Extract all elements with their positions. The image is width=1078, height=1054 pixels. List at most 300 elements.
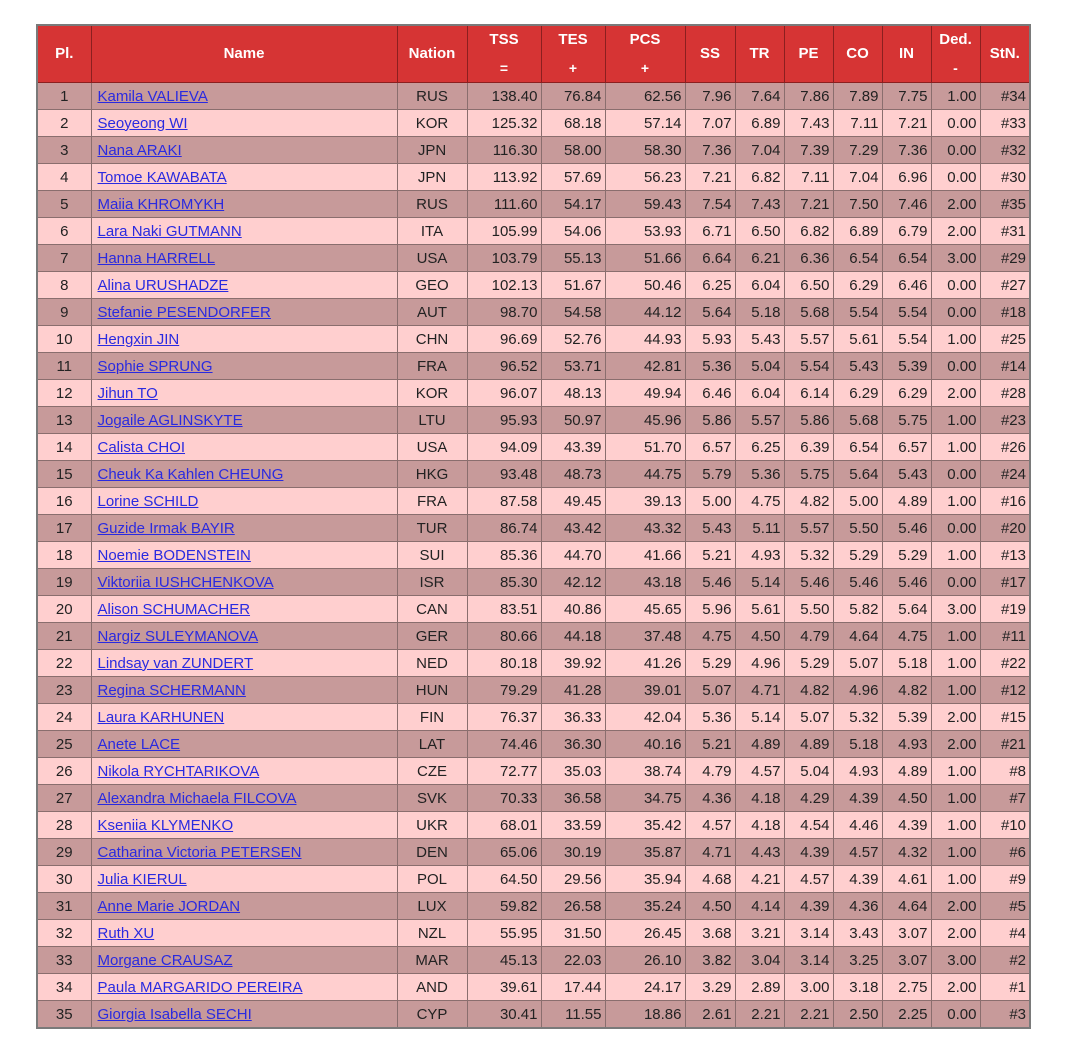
cell-skater-name xyxy=(91,677,397,704)
skater-name-link[interactable]: Laura KARHUNEN xyxy=(97,708,225,726)
cell-nation: CZE xyxy=(397,758,467,785)
cell-tss: 125.32 xyxy=(467,110,541,137)
cell-ss: 6.71 xyxy=(685,218,735,245)
cell-nation: KOR xyxy=(397,380,467,407)
table-row xyxy=(37,272,1030,299)
cell-tss: 111.60 xyxy=(467,191,541,218)
cell-tss: 102.13 xyxy=(467,272,541,299)
cell-tes: 31.50 xyxy=(541,920,605,947)
skater-name-link[interactable]: Jogaile AGLINSKYTE xyxy=(97,411,243,429)
table-row xyxy=(37,245,1030,272)
cell-tes: 48.13 xyxy=(541,380,605,407)
table-row xyxy=(37,299,1030,326)
cell-pe: 7.21 xyxy=(784,191,833,218)
cell-pcs: 34.75 xyxy=(605,785,685,812)
cell-deductions: 2.00 xyxy=(931,380,980,407)
cell-pcs: 59.43 xyxy=(605,191,685,218)
cell-ss: 3.68 xyxy=(685,920,735,947)
skater-name-link[interactable]: Guzide Irmak BAYIR xyxy=(97,519,235,537)
cell-place: 16 xyxy=(37,488,91,515)
skater-name-link[interactable]: Kseniia KLYMENKO xyxy=(97,816,234,834)
table-row xyxy=(37,866,1030,893)
skater-name-link[interactable]: Alison SCHUMACHER xyxy=(97,600,251,618)
cell-tes: 57.69 xyxy=(541,164,605,191)
cell-pe: 5.68 xyxy=(784,299,833,326)
cell-pe: 5.75 xyxy=(784,461,833,488)
skater-name-link[interactable]: Lorine SCHILD xyxy=(97,492,199,510)
cell-tr: 4.50 xyxy=(735,623,784,650)
cell-deductions: 0.00 xyxy=(931,164,980,191)
cell-place: 20 xyxy=(37,596,91,623)
header-tes-symbol: + xyxy=(568,60,578,76)
cell-in: 6.46 xyxy=(882,272,931,299)
cell-tes: 36.33 xyxy=(541,704,605,731)
skater-name-link[interactable]: Julia KIERUL xyxy=(97,870,187,888)
table-row xyxy=(37,380,1030,407)
cell-pe: 5.29 xyxy=(784,650,833,677)
cell-tr: 7.64 xyxy=(735,83,784,110)
skater-name-link[interactable]: Alexandra Michaela FILCOVA xyxy=(97,789,297,807)
cell-place: 21 xyxy=(37,623,91,650)
skater-name-link[interactable]: Catharina Victoria PETERSEN xyxy=(97,843,302,861)
cell-ss: 4.79 xyxy=(685,758,735,785)
cell-tr: 5.11 xyxy=(735,515,784,542)
cell-tr: 4.14 xyxy=(735,893,784,920)
header-tss-symbol: = xyxy=(499,60,509,76)
cell-tss: 116.30 xyxy=(467,137,541,164)
cell-deductions: 1.00 xyxy=(931,488,980,515)
skater-name-link[interactable]: Regina SCHERMANN xyxy=(97,681,246,699)
cell-pe: 7.43 xyxy=(784,110,833,137)
cell-tr: 5.04 xyxy=(735,353,784,380)
cell-ss: 5.43 xyxy=(685,515,735,542)
table-row xyxy=(37,974,1030,1001)
cell-tss: 74.46 xyxy=(467,731,541,758)
cell-in: 4.89 xyxy=(882,488,931,515)
cell-ss: 4.68 xyxy=(685,866,735,893)
cell-tss: 68.01 xyxy=(467,812,541,839)
cell-skater-name xyxy=(91,596,397,623)
skater-name-link[interactable]: Noemie BODENSTEIN xyxy=(97,546,251,564)
cell-nation: DEN xyxy=(397,839,467,866)
cell-in: 4.32 xyxy=(882,839,931,866)
cell-pcs: 18.86 xyxy=(605,1001,685,1029)
cell-ss: 5.21 xyxy=(685,542,735,569)
cell-skater-name xyxy=(91,515,397,542)
cell-ss: 5.36 xyxy=(685,704,735,731)
header-tss xyxy=(467,25,541,83)
cell-co: 5.82 xyxy=(833,596,882,623)
cell-co: 2.50 xyxy=(833,1001,882,1029)
cell-in: 6.79 xyxy=(882,218,931,245)
cell-nation: POL xyxy=(397,866,467,893)
header-in: IN xyxy=(882,25,931,83)
cell-pcs: 26.45 xyxy=(605,920,685,947)
skater-name-link[interactable]: Anne Marie JORDAN xyxy=(97,897,241,915)
cell-start-number: #23 xyxy=(980,407,1030,434)
cell-ss: 5.21 xyxy=(685,731,735,758)
cell-nation: NZL xyxy=(397,920,467,947)
cell-tes: 44.70 xyxy=(541,542,605,569)
cell-skater-name xyxy=(91,488,397,515)
cell-place: 19 xyxy=(37,569,91,596)
skater-name-link[interactable]: Nana ARAKI xyxy=(97,141,182,159)
skater-name-link[interactable]: Anete LACE xyxy=(97,735,181,753)
cell-in: 2.25 xyxy=(882,1001,931,1029)
skater-name-link[interactable]: Maiia KHROMYKH xyxy=(97,195,225,213)
cell-tss: 85.36 xyxy=(467,542,541,569)
cell-deductions: 1.00 xyxy=(931,866,980,893)
table-row xyxy=(37,434,1030,461)
cell-pcs: 58.30 xyxy=(605,137,685,164)
cell-place: 15 xyxy=(37,461,91,488)
cell-pe: 4.39 xyxy=(784,839,833,866)
cell-ss: 3.82 xyxy=(685,947,735,974)
cell-place: 14 xyxy=(37,434,91,461)
skater-name-link[interactable]: Alina URUSHADZE xyxy=(97,276,229,294)
cell-tes: 41.28 xyxy=(541,677,605,704)
cell-pe: 5.07 xyxy=(784,704,833,731)
cell-pe: 6.14 xyxy=(784,380,833,407)
cell-co: 7.04 xyxy=(833,164,882,191)
cell-tes: 54.17 xyxy=(541,191,605,218)
cell-pe: 6.82 xyxy=(784,218,833,245)
cell-pe: 5.46 xyxy=(784,569,833,596)
cell-deductions: 3.00 xyxy=(931,245,980,272)
skater-name-link[interactable]: Stefanie PESENDORFER xyxy=(97,303,271,321)
cell-pe: 5.86 xyxy=(784,407,833,434)
cell-place: 28 xyxy=(37,812,91,839)
cell-ss: 6.25 xyxy=(685,272,735,299)
cell-nation: SUI xyxy=(397,542,467,569)
cell-skater-name xyxy=(91,461,397,488)
header-tes xyxy=(541,25,605,83)
skater-name-link[interactable]: Hanna HARRELL xyxy=(97,249,216,267)
table-row xyxy=(37,83,1030,110)
cell-deductions: 2.00 xyxy=(931,218,980,245)
cell-tr: 4.43 xyxy=(735,839,784,866)
cell-skater-name xyxy=(91,542,397,569)
cell-start-number: #8 xyxy=(980,758,1030,785)
cell-nation: HUN xyxy=(397,677,467,704)
table-row xyxy=(37,137,1030,164)
cell-pcs: 35.24 xyxy=(605,893,685,920)
cell-place: 3 xyxy=(37,137,91,164)
cell-ss: 4.36 xyxy=(685,785,735,812)
cell-co: 3.18 xyxy=(833,974,882,1001)
cell-start-number: #30 xyxy=(980,164,1030,191)
cell-tss: 39.61 xyxy=(467,974,541,1001)
cell-start-number: #10 xyxy=(980,812,1030,839)
cell-tes: 54.58 xyxy=(541,299,605,326)
cell-nation: RUS xyxy=(397,83,467,110)
table-row xyxy=(37,650,1030,677)
cell-deductions: 2.00 xyxy=(931,731,980,758)
cell-co: 3.25 xyxy=(833,947,882,974)
cell-skater-name xyxy=(91,623,397,650)
cell-ss: 5.93 xyxy=(685,326,735,353)
cell-in: 4.93 xyxy=(882,731,931,758)
skater-name-link[interactable]: Morgane CRAUSAZ xyxy=(97,951,233,969)
cell-pe: 7.39 xyxy=(784,137,833,164)
cell-pcs: 62.56 xyxy=(605,83,685,110)
cell-pcs: 49.94 xyxy=(605,380,685,407)
cell-in: 4.39 xyxy=(882,812,931,839)
cell-deductions: 0.00 xyxy=(931,515,980,542)
cell-tss: 30.41 xyxy=(467,1001,541,1029)
cell-deductions: 0.00 xyxy=(931,137,980,164)
cell-place: 26 xyxy=(37,758,91,785)
cell-ss: 4.71 xyxy=(685,839,735,866)
cell-deductions: 1.00 xyxy=(931,677,980,704)
cell-pcs: 42.81 xyxy=(605,353,685,380)
cell-nation: CAN xyxy=(397,596,467,623)
cell-place: 33 xyxy=(37,947,91,974)
cell-co: 5.32 xyxy=(833,704,882,731)
skater-name-link[interactable]: Cheuk Ka Kahlen CHEUNG xyxy=(97,465,284,483)
header-tes-label: TES xyxy=(558,31,588,48)
cell-tes: 55.13 xyxy=(541,245,605,272)
cell-deductions: 1.00 xyxy=(931,407,980,434)
cell-start-number: #5 xyxy=(980,893,1030,920)
cell-skater-name xyxy=(91,326,397,353)
cell-deductions: 1.00 xyxy=(931,326,980,353)
cell-pcs: 56.23 xyxy=(605,164,685,191)
cell-tes: 30.19 xyxy=(541,839,605,866)
table-row xyxy=(37,407,1030,434)
table-row xyxy=(37,191,1030,218)
cell-start-number: #1 xyxy=(980,974,1030,1001)
cell-in: 4.61 xyxy=(882,866,931,893)
cell-pcs: 50.46 xyxy=(605,272,685,299)
cell-tss: 55.95 xyxy=(467,920,541,947)
cell-in: 5.39 xyxy=(882,353,931,380)
cell-tss: 138.40 xyxy=(467,83,541,110)
cell-tr: 4.18 xyxy=(735,812,784,839)
cell-place: 2 xyxy=(37,110,91,137)
cell-tr: 2.21 xyxy=(735,1001,784,1029)
cell-deductions: 0.00 xyxy=(931,110,980,137)
cell-tss: 96.52 xyxy=(467,353,541,380)
cell-start-number: #18 xyxy=(980,299,1030,326)
cell-tes: 36.30 xyxy=(541,731,605,758)
cell-place: 27 xyxy=(37,785,91,812)
cell-tes: 43.42 xyxy=(541,515,605,542)
cell-ss: 5.46 xyxy=(685,569,735,596)
cell-ss: 5.86 xyxy=(685,407,735,434)
cell-nation: CHN xyxy=(397,326,467,353)
skater-name-link[interactable]: Lara Naki GUTMANN xyxy=(97,222,242,240)
cell-co: 5.18 xyxy=(833,731,882,758)
cell-pe: 5.50 xyxy=(784,596,833,623)
cell-tr: 6.04 xyxy=(735,272,784,299)
cell-place: 32 xyxy=(37,920,91,947)
cell-start-number: #29 xyxy=(980,245,1030,272)
cell-tes: 35.03 xyxy=(541,758,605,785)
cell-tss: 103.79 xyxy=(467,245,541,272)
cell-deductions: 0.00 xyxy=(931,569,980,596)
cell-start-number: #12 xyxy=(980,677,1030,704)
table-row xyxy=(37,326,1030,353)
cell-skater-name xyxy=(91,947,397,974)
cell-skater-name xyxy=(91,110,397,137)
cell-skater-name xyxy=(91,812,397,839)
cell-start-number: #33 xyxy=(980,110,1030,137)
header-ded-symbol: - xyxy=(953,60,958,76)
cell-nation: USA xyxy=(397,434,467,461)
cell-pe: 4.57 xyxy=(784,866,833,893)
cell-tr: 7.43 xyxy=(735,191,784,218)
cell-in: 6.54 xyxy=(882,245,931,272)
cell-pcs: 51.66 xyxy=(605,245,685,272)
skater-name-link[interactable]: Seoyeong WI xyxy=(97,114,188,132)
cell-start-number: #15 xyxy=(980,704,1030,731)
cell-nation: MAR xyxy=(397,947,467,974)
skater-name-link[interactable]: Hengxin JIN xyxy=(97,330,180,348)
table-row xyxy=(37,758,1030,785)
skater-name-link[interactable]: Tomoe KAWABATA xyxy=(97,168,227,186)
cell-tes: 48.73 xyxy=(541,461,605,488)
cell-tes: 42.12 xyxy=(541,569,605,596)
cell-tss: 98.70 xyxy=(467,299,541,326)
table-row xyxy=(37,812,1030,839)
cell-co: 5.46 xyxy=(833,569,882,596)
skater-name-link[interactable]: Lindsay van ZUNDERT xyxy=(97,654,254,672)
cell-co: 7.89 xyxy=(833,83,882,110)
cell-pe: 5.54 xyxy=(784,353,833,380)
cell-skater-name xyxy=(91,1001,397,1029)
cell-start-number: #2 xyxy=(980,947,1030,974)
cell-in: 5.54 xyxy=(882,326,931,353)
cell-ss: 7.54 xyxy=(685,191,735,218)
skater-name-link[interactable]: Nikola RYCHTARIKOVA xyxy=(97,762,260,780)
cell-nation: GER xyxy=(397,623,467,650)
cell-tss: 113.92 xyxy=(467,164,541,191)
skater-name-link[interactable]: Ruth XU xyxy=(97,924,155,942)
table-header xyxy=(37,25,1030,83)
cell-tr: 4.93 xyxy=(735,542,784,569)
skater-name-link[interactable]: Giorgia Isabella SECHI xyxy=(97,1005,252,1023)
cell-pe: 4.54 xyxy=(784,812,833,839)
cell-place: 7 xyxy=(37,245,91,272)
cell-start-number: #24 xyxy=(980,461,1030,488)
skater-name-link[interactable]: Kamila VALIEVA xyxy=(97,87,208,105)
header-place: Pl. xyxy=(37,25,91,83)
cell-nation: NED xyxy=(397,650,467,677)
cell-co: 5.50 xyxy=(833,515,882,542)
cell-skater-name xyxy=(91,245,397,272)
cell-in: 4.64 xyxy=(882,893,931,920)
cell-ss: 7.96 xyxy=(685,83,735,110)
cell-pcs: 39.01 xyxy=(605,677,685,704)
cell-tes: 26.58 xyxy=(541,893,605,920)
cell-tr: 5.14 xyxy=(735,704,784,731)
skater-name-link[interactable]: Viktoriia IUSHCHENKOVA xyxy=(97,573,274,591)
cell-deductions: 2.00 xyxy=(931,974,980,1001)
table-row xyxy=(37,947,1030,974)
cell-tss: 80.18 xyxy=(467,650,541,677)
cell-co: 6.29 xyxy=(833,380,882,407)
cell-co: 7.29 xyxy=(833,137,882,164)
cell-tss: 105.99 xyxy=(467,218,541,245)
cell-nation: KOR xyxy=(397,110,467,137)
cell-co: 5.61 xyxy=(833,326,882,353)
cell-nation: TUR xyxy=(397,515,467,542)
cell-place: 1 xyxy=(37,83,91,110)
cell-tr: 4.75 xyxy=(735,488,784,515)
cell-pe: 5.32 xyxy=(784,542,833,569)
cell-pcs: 43.18 xyxy=(605,569,685,596)
skater-name-link[interactable]: Paula MARGARIDO PEREIRA xyxy=(97,978,303,996)
header-pe: PE xyxy=(784,25,833,83)
results-table-container xyxy=(36,24,1031,1029)
cell-pcs: 35.87 xyxy=(605,839,685,866)
table-row xyxy=(37,218,1030,245)
cell-tss: 65.06 xyxy=(467,839,541,866)
cell-tr: 6.25 xyxy=(735,434,784,461)
cell-tes: 39.92 xyxy=(541,650,605,677)
cell-co: 5.54 xyxy=(833,299,882,326)
cell-tss: 93.48 xyxy=(467,461,541,488)
cell-deductions: 2.00 xyxy=(931,893,980,920)
cell-nation: LAT xyxy=(397,731,467,758)
cell-co: 4.64 xyxy=(833,623,882,650)
cell-tr: 4.18 xyxy=(735,785,784,812)
skater-name-link[interactable]: Jihun TO xyxy=(97,384,158,402)
cell-ss: 5.07 xyxy=(685,677,735,704)
header-row xyxy=(37,25,1030,83)
skater-name-link[interactable]: Nargiz SULEYMANOVA xyxy=(97,627,259,645)
cell-tr: 5.18 xyxy=(735,299,784,326)
cell-place: 25 xyxy=(37,731,91,758)
cell-deductions: 1.00 xyxy=(931,839,980,866)
cell-pcs: 44.12 xyxy=(605,299,685,326)
cell-tes: 43.39 xyxy=(541,434,605,461)
cell-in: 6.96 xyxy=(882,164,931,191)
cell-place: 35 xyxy=(37,1001,91,1029)
cell-tr: 2.89 xyxy=(735,974,784,1001)
cell-co: 5.43 xyxy=(833,353,882,380)
table-row xyxy=(37,110,1030,137)
cell-skater-name xyxy=(91,299,397,326)
cell-tss: 72.77 xyxy=(467,758,541,785)
table-row xyxy=(37,596,1030,623)
cell-tss: 94.09 xyxy=(467,434,541,461)
cell-nation: AND xyxy=(397,974,467,1001)
cell-skater-name xyxy=(91,137,397,164)
cell-nation: ITA xyxy=(397,218,467,245)
cell-tr: 5.36 xyxy=(735,461,784,488)
cell-pcs: 37.48 xyxy=(605,623,685,650)
cell-in: 4.82 xyxy=(882,677,931,704)
cell-skater-name xyxy=(91,569,397,596)
cell-co: 4.57 xyxy=(833,839,882,866)
cell-tes: 40.86 xyxy=(541,596,605,623)
cell-co: 3.43 xyxy=(833,920,882,947)
skater-name-link[interactable]: Calista CHOI xyxy=(97,438,186,456)
cell-pcs: 43.32 xyxy=(605,515,685,542)
cell-ss: 2.61 xyxy=(685,1001,735,1029)
cell-place: 8 xyxy=(37,272,91,299)
cell-pe: 4.39 xyxy=(784,893,833,920)
cell-in: 5.54 xyxy=(882,299,931,326)
cell-place: 17 xyxy=(37,515,91,542)
cell-tr: 7.04 xyxy=(735,137,784,164)
cell-start-number: #27 xyxy=(980,272,1030,299)
cell-nation: ISR xyxy=(397,569,467,596)
cell-co: 4.39 xyxy=(833,785,882,812)
skater-name-link[interactable]: Sophie SPRUNG xyxy=(97,357,213,375)
